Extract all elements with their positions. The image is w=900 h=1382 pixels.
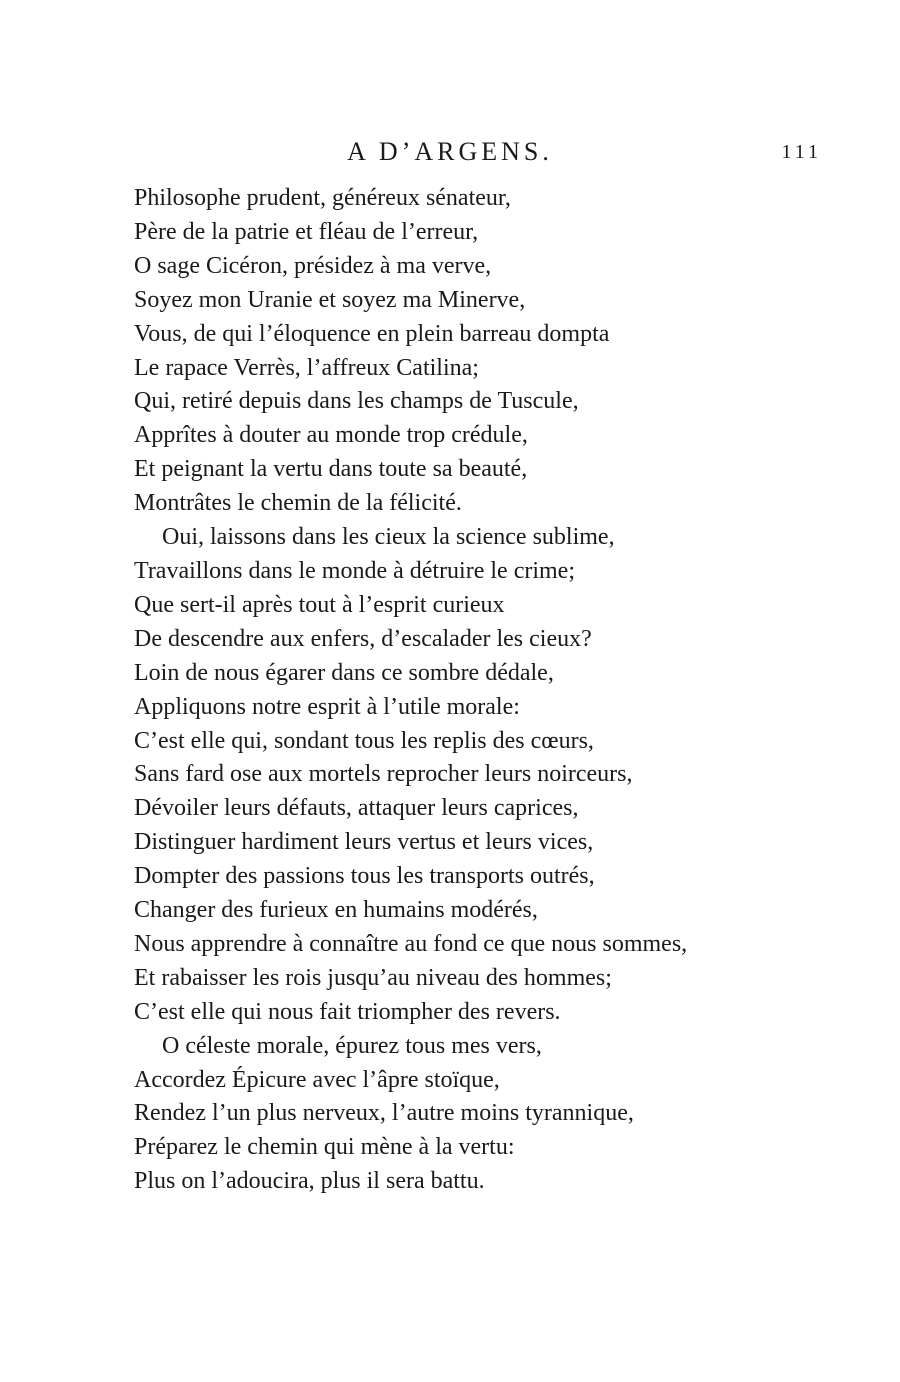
- verse-line: Oui, laissons dans les cieux la science sublime,: [162, 524, 615, 551]
- verse-line: Soyez mon Uranie et soyez ma Minerve,: [134, 286, 526, 313]
- verse-line: Dompter des passions tous les transports outrés,: [134, 863, 595, 890]
- verse-line: Et rabaisser les rois jusqu’au niveau des hommes;: [134, 964, 612, 991]
- verse-line: O sage Cicéron, présidez à ma verve,: [134, 252, 492, 279]
- verse-line: De descendre aux enfers, d’escalader les cieux?: [134, 625, 592, 652]
- verse-line: Père de la patrie et fléau de l’erreur,: [134, 218, 479, 245]
- verse-line: Que sert-il après tout à l’esprit curieux: [134, 591, 505, 618]
- verse-line: Sans fard ose aux mortels reprocher leurs noirceurs,: [134, 761, 633, 788]
- verse-line: Accordez Épicure avec l’âpre stoïque,: [134, 1066, 500, 1093]
- verse-line: Nous apprendre à connaître au fond ce que nous sommes,: [134, 930, 688, 957]
- verse-line: Appliquons notre esprit à l’utile morale:: [134, 693, 520, 720]
- verse-line: C’est elle qui, sondant tous les replis des cœurs,: [134, 727, 594, 754]
- verse-line: Philosophe prudent, généreux sénateur,: [134, 185, 511, 211]
- verse-line: Travaillons dans le monde à détruire le crime;: [134, 557, 575, 584]
- verse-line: O céleste morale, épurez tous mes vers,: [162, 1032, 542, 1059]
- verse-line: Le rapace Verrès, l’affreux Catilina;: [134, 354, 479, 381]
- running-head: [0, 134, 900, 170]
- verse-line: Qui, retiré depuis dans les champs de Tuscule,: [134, 388, 579, 415]
- verse-line: Loin de nous égarer dans ce sombre dédale,: [134, 659, 554, 686]
- verse-line: C’est elle qui nous fait triompher des revers.: [134, 998, 561, 1025]
- page-title: A D’ARGENS.: [347, 137, 553, 166]
- verse-line: Dévoiler leurs défauts, attaquer leurs caprices,: [134, 795, 579, 822]
- verse-line: Apprîtes à douter au monde trop crédule,: [134, 422, 528, 449]
- verse-line: Vous, de qui l’éloquence en plein barreau dompta: [134, 320, 610, 347]
- page-number: 111: [781, 141, 822, 163]
- verse-line: Rendez l’un plus nerveux, l’autre moins tyrannique,: [134, 1100, 634, 1127]
- verse-line: Préparez le chemin qui mène à la vertu:: [134, 1134, 515, 1161]
- verse-line: Distinguer hardiment leurs vertus et leurs vices,: [134, 829, 594, 856]
- verse-line: Montrâtes le chemin de la félicité.: [134, 490, 462, 517]
- poem-body: [134, 182, 874, 1199]
- verse-line: Changer des furieux en humains modérés,: [134, 897, 538, 924]
- verse-line: Et peignant la vertu dans toute sa beauté,: [134, 456, 528, 483]
- verse-line: Plus on l’adoucira, plus il sera battu.: [134, 1168, 485, 1195]
